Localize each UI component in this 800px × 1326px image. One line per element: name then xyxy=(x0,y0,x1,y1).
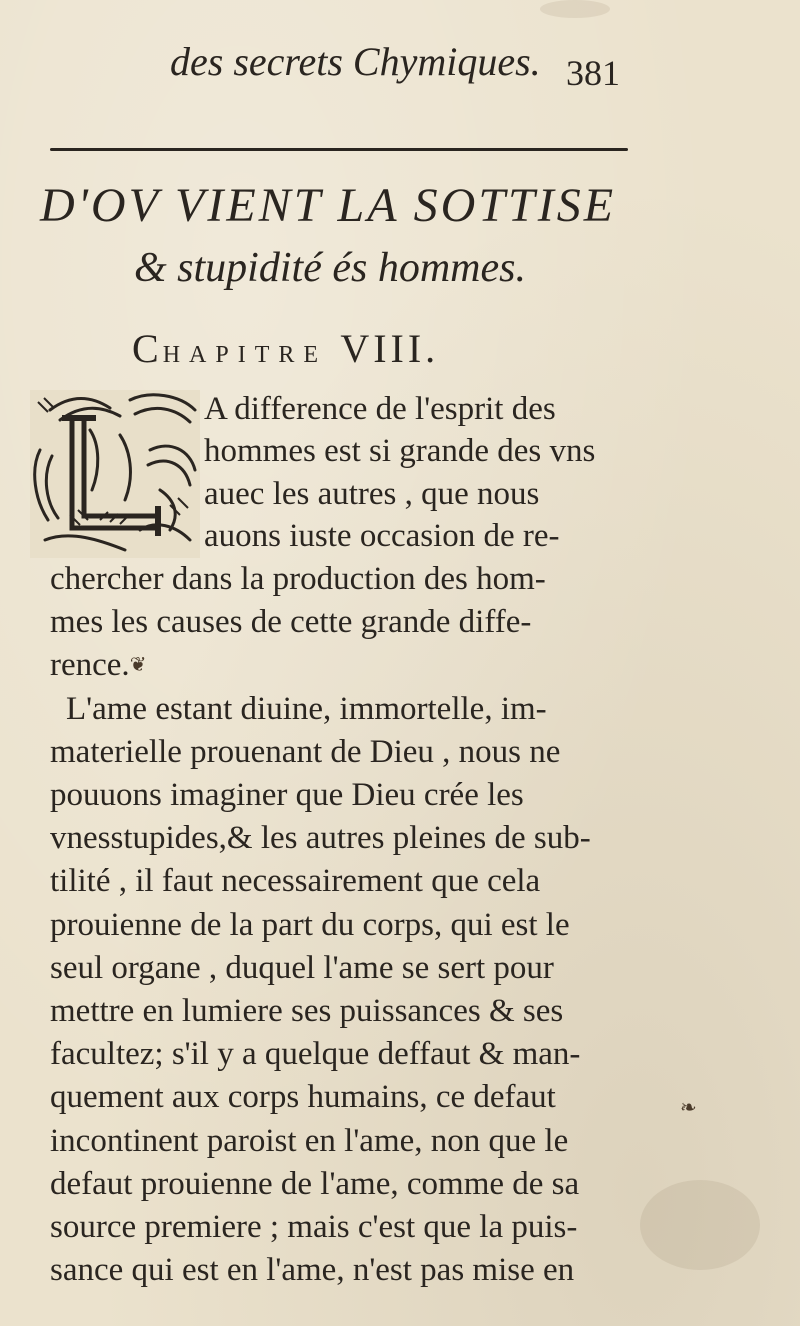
text-line: prouienne de la part du corps, qui est le xyxy=(50,906,570,943)
text-line: auec les autres , que nous xyxy=(204,475,540,512)
text-line: source premiere ; mais c'est que la puis- xyxy=(50,1209,578,1246)
fleuron-icon: ❧ xyxy=(680,1095,697,1119)
text-line: facultez; s'il y a quelque deffaut & man- xyxy=(50,1036,581,1073)
chapter-title-line-2: & stupidité és hommes. xyxy=(134,245,526,291)
chapter-word: HAPITRE xyxy=(162,342,328,368)
text-line: mes les causes de cette grande diffe- xyxy=(50,604,532,641)
text-line: hommes est si grande des vns xyxy=(204,433,596,470)
text-line: A difference de l'esprit des xyxy=(204,391,556,427)
paper-stain xyxy=(640,1180,760,1270)
text-line: materielle prouenant de Dieu , nous ne xyxy=(50,733,561,770)
text-line: quement aux corps humains, ce defaut xyxy=(50,1079,556,1116)
paragraph-opening xyxy=(204,388,644,557)
text-line: sance qui est en l'ame, n'est pas mise en xyxy=(50,1252,575,1289)
text-line: tilité , il faut necessairement que cela xyxy=(50,863,541,900)
header-rule xyxy=(50,148,628,151)
text-line: mettre en lumiere ses puissances & ses xyxy=(50,993,564,1030)
text-line: pouuons imaginer que Dieu crée les xyxy=(50,777,524,814)
text-line: rence. ❦ xyxy=(50,644,650,687)
text-line: chercher dans la production des hom- xyxy=(50,561,546,597)
chapter-title-line-1: D'OV VIENT LA SOTTISE xyxy=(40,179,617,232)
text-line: auons iuste occasion de re- xyxy=(204,517,560,554)
text-line: vnesstupides,& les autres pleines de sub- xyxy=(50,820,591,857)
page-number: 381 xyxy=(566,53,620,93)
chapter-number: VIII. xyxy=(340,326,440,371)
paper-stain xyxy=(540,0,610,18)
body-text xyxy=(50,558,650,1292)
running-head: des secrets Chymiques. xyxy=(170,39,541,84)
text-line: seul organe , duquel l'ame se sert pour xyxy=(50,949,554,986)
chapter-initial: C xyxy=(132,326,163,371)
fleuron-icon: ❦ xyxy=(129,654,147,677)
ornamental-dropcap-icon xyxy=(30,390,200,558)
text-line: defaut prouienne de l'ame, comme de sa xyxy=(50,1165,580,1202)
text-line: incontinent paroist en l'ame, non que le xyxy=(50,1122,569,1159)
chapter-heading xyxy=(132,325,692,372)
text-line: L'ame estant diuine, immortelle, im- xyxy=(66,690,547,727)
